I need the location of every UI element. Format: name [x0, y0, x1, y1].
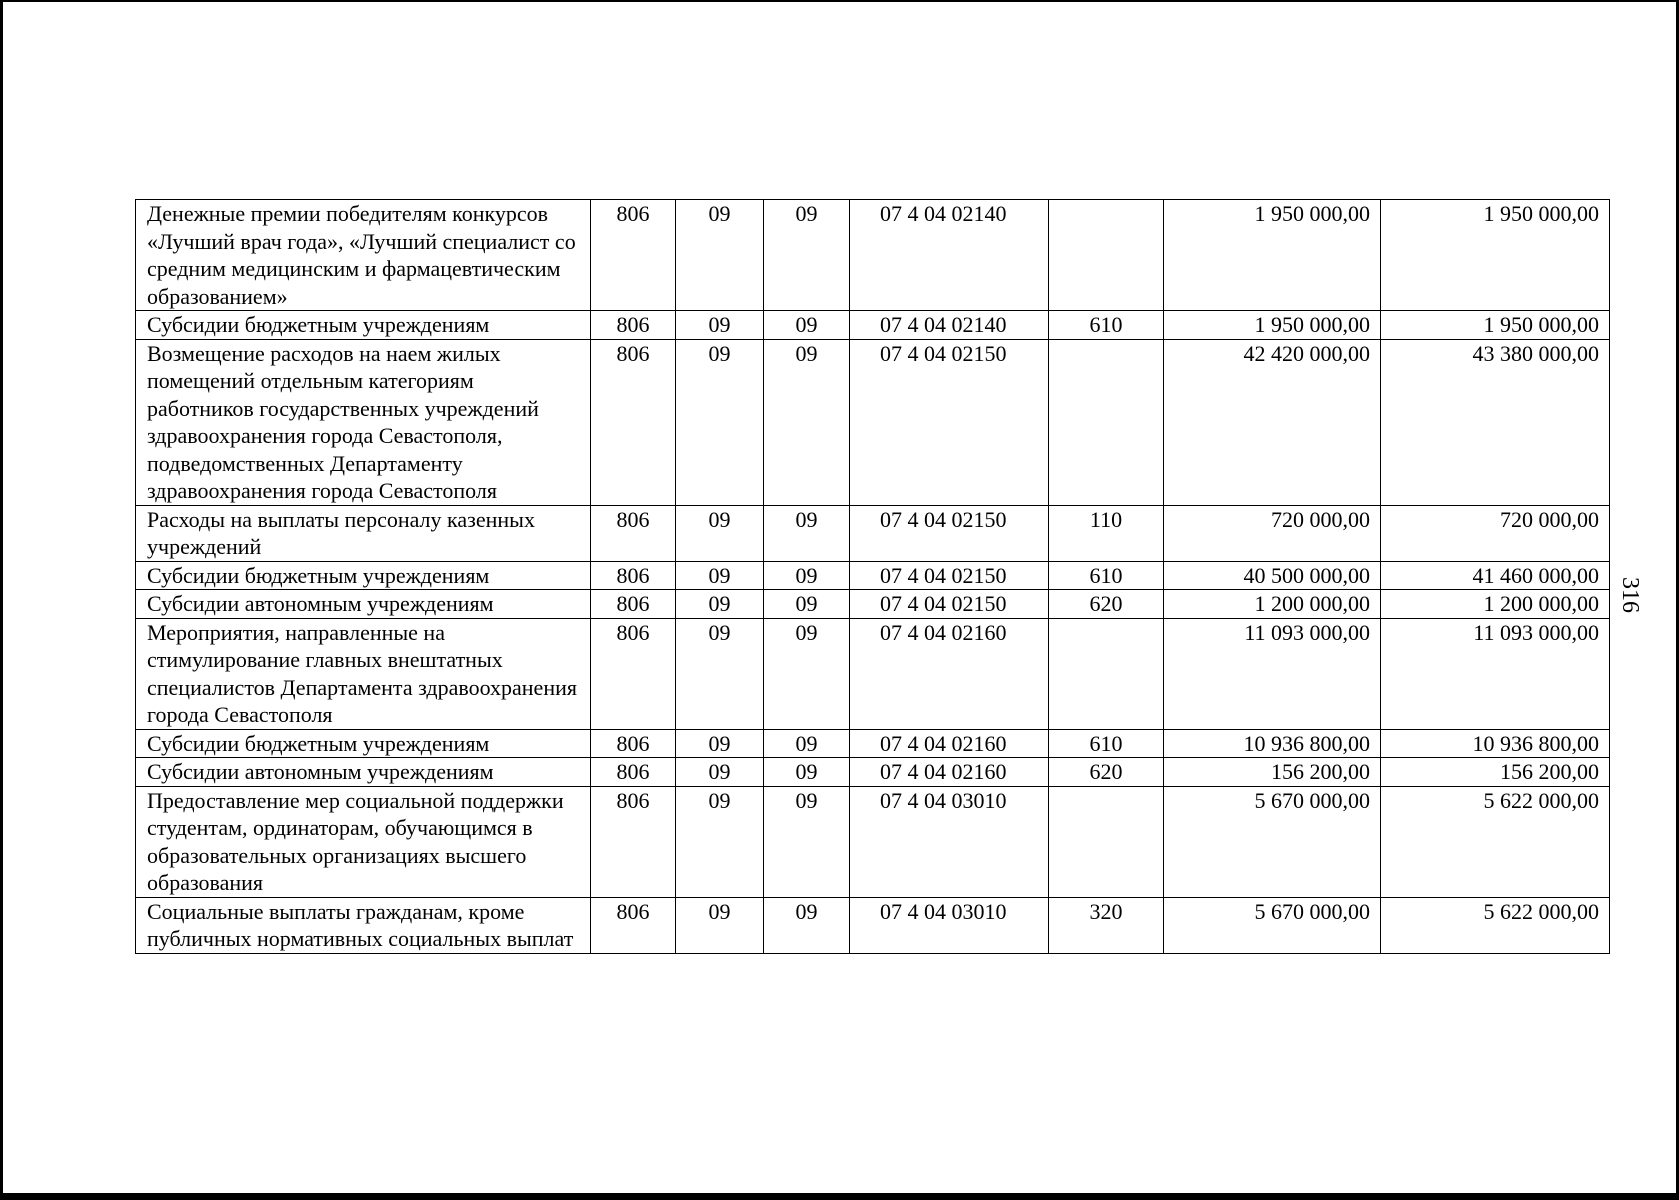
table-row	[136, 505, 1610, 561]
cell-expense-type: 620	[1049, 590, 1164, 619]
table-row	[136, 311, 1610, 340]
cell-name: Субсидии автономным учреждениям	[136, 758, 591, 787]
cell-subsection: 09	[764, 561, 850, 590]
budget-table	[135, 199, 1610, 954]
cell-name: Денежные премии победителям конкурсов «Лучший врач года», «Лучший специалист со средним медицинским и фармацевтическим образованием»	[136, 200, 591, 311]
cell-sum-year-2: 10 936 800,00	[1381, 729, 1610, 758]
cell-sum-year-1: 720 000,00	[1164, 505, 1381, 561]
table-row	[136, 339, 1610, 505]
cell-sum-year-2: 1 950 000,00	[1381, 311, 1610, 340]
cell-subsection: 09	[764, 311, 850, 340]
cell-target-article: 07 4 04 02140	[850, 200, 1049, 311]
cell-expense-type: 610	[1049, 729, 1164, 758]
cell-grbs: 806	[591, 505, 676, 561]
cell-sum-year-2: 41 460 000,00	[1381, 561, 1610, 590]
cell-grbs: 806	[591, 200, 676, 311]
cell-section: 09	[676, 311, 764, 340]
cell-subsection: 09	[764, 786, 850, 897]
cell-grbs: 806	[591, 618, 676, 729]
cell-target-article: 07 4 04 02160	[850, 758, 1049, 787]
cell-subsection: 09	[764, 505, 850, 561]
cell-name: Социальные выплаты гражданам, кроме публичных нормативных социальных выплат	[136, 897, 591, 953]
cell-sum-year-1: 1 950 000,00	[1164, 200, 1381, 311]
cell-expense-type	[1049, 339, 1164, 505]
cell-grbs: 806	[591, 561, 676, 590]
cell-target-article: 07 4 04 02150	[850, 590, 1049, 619]
cell-subsection: 09	[764, 729, 850, 758]
cell-expense-type	[1049, 200, 1164, 311]
cell-sum-year-2: 11 093 000,00	[1381, 618, 1610, 729]
cell-sum-year-2: 720 000,00	[1381, 505, 1610, 561]
cell-target-article: 07 4 04 03010	[850, 897, 1049, 953]
cell-expense-type: 620	[1049, 758, 1164, 787]
table-row	[136, 561, 1610, 590]
cell-sum-year-2: 156 200,00	[1381, 758, 1610, 787]
table-body	[136, 200, 1610, 954]
cell-target-article: 07 4 04 02150	[850, 561, 1049, 590]
cell-subsection: 09	[764, 758, 850, 787]
cell-grbs: 806	[591, 339, 676, 505]
cell-subsection: 09	[764, 200, 850, 311]
cell-name: Субсидии бюджетным учреждениям	[136, 311, 591, 340]
cell-subsection: 09	[764, 339, 850, 505]
cell-grbs: 806	[591, 786, 676, 897]
cell-section: 09	[676, 786, 764, 897]
cell-target-article: 07 4 04 02160	[850, 618, 1049, 729]
cell-subsection: 09	[764, 618, 850, 729]
cell-section: 09	[676, 729, 764, 758]
cell-section: 09	[676, 561, 764, 590]
cell-sum-year-2: 43 380 000,00	[1381, 339, 1610, 505]
cell-name: Расходы на выплаты персоналу казенных учреждений	[136, 505, 591, 561]
cell-sum-year-2: 5 622 000,00	[1381, 897, 1610, 953]
cell-grbs: 806	[591, 897, 676, 953]
cell-expense-type	[1049, 786, 1164, 897]
table-row	[136, 200, 1610, 311]
table-row	[136, 729, 1610, 758]
cell-target-article: 07 4 04 02160	[850, 729, 1049, 758]
cell-expense-type: 610	[1049, 561, 1164, 590]
page-number: 316	[1617, 577, 1643, 613]
cell-sum-year-1: 5 670 000,00	[1164, 897, 1381, 953]
cell-name: Предоставление мер социальной поддержки студентам, ординаторам, обучающимся в образовательных организациях высшего образования	[136, 786, 591, 897]
cell-sum-year-1: 1 200 000,00	[1164, 590, 1381, 619]
cell-subsection: 09	[764, 590, 850, 619]
cell-expense-type: 320	[1049, 897, 1164, 953]
page-frame-left	[0, 0, 3, 1200]
cell-sum-year-2: 1 200 000,00	[1381, 590, 1610, 619]
cell-name: Возмещение расходов на наем жилых помещений отдельным категориям работников государственных учреждений здравоохранения города Севастополя, подведомственных Департаменту здравоохранения города Севастополя	[136, 339, 591, 505]
cell-name: Мероприятия, направленные на стимулирование главных внештатных специалистов Департамента здравоохранения города Севастополя	[136, 618, 591, 729]
cell-target-article: 07 4 04 02150	[850, 339, 1049, 505]
cell-expense-type	[1049, 618, 1164, 729]
cell-sum-year-1: 1 950 000,00	[1164, 311, 1381, 340]
cell-grbs: 806	[591, 729, 676, 758]
cell-sum-year-1: 40 500 000,00	[1164, 561, 1381, 590]
page-frame-bottom	[0, 1193, 1679, 1200]
cell-name: Субсидии бюджетным учреждениям	[136, 729, 591, 758]
cell-sum-year-1: 42 420 000,00	[1164, 339, 1381, 505]
table-row	[136, 786, 1610, 897]
cell-subsection: 09	[764, 897, 850, 953]
cell-expense-type: 610	[1049, 311, 1164, 340]
cell-section: 09	[676, 339, 764, 505]
cell-grbs: 806	[591, 311, 676, 340]
table-row	[136, 618, 1610, 729]
cell-grbs: 806	[591, 590, 676, 619]
cell-sum-year-1: 156 200,00	[1164, 758, 1381, 787]
cell-section: 09	[676, 618, 764, 729]
cell-sum-year-1: 10 936 800,00	[1164, 729, 1381, 758]
cell-grbs: 806	[591, 758, 676, 787]
cell-sum-year-1: 5 670 000,00	[1164, 786, 1381, 897]
cell-target-article: 07 4 04 02140	[850, 311, 1049, 340]
cell-section: 09	[676, 590, 764, 619]
cell-section: 09	[676, 758, 764, 787]
cell-section: 09	[676, 200, 764, 311]
cell-target-article: 07 4 04 02150	[850, 505, 1049, 561]
table-row	[136, 590, 1610, 619]
table-row	[136, 758, 1610, 787]
cell-section: 09	[676, 505, 764, 561]
cell-name: Субсидии бюджетным учреждениям	[136, 561, 591, 590]
cell-sum-year-1: 11 093 000,00	[1164, 618, 1381, 729]
cell-expense-type: 110	[1049, 505, 1164, 561]
cell-sum-year-2: 1 950 000,00	[1381, 200, 1610, 311]
cell-target-article: 07 4 04 03010	[850, 786, 1049, 897]
page-frame-top	[0, 0, 1679, 2]
cell-sum-year-2: 5 622 000,00	[1381, 786, 1610, 897]
cell-name: Субсидии автономным учреждениям	[136, 590, 591, 619]
table-row	[136, 897, 1610, 953]
cell-section: 09	[676, 897, 764, 953]
